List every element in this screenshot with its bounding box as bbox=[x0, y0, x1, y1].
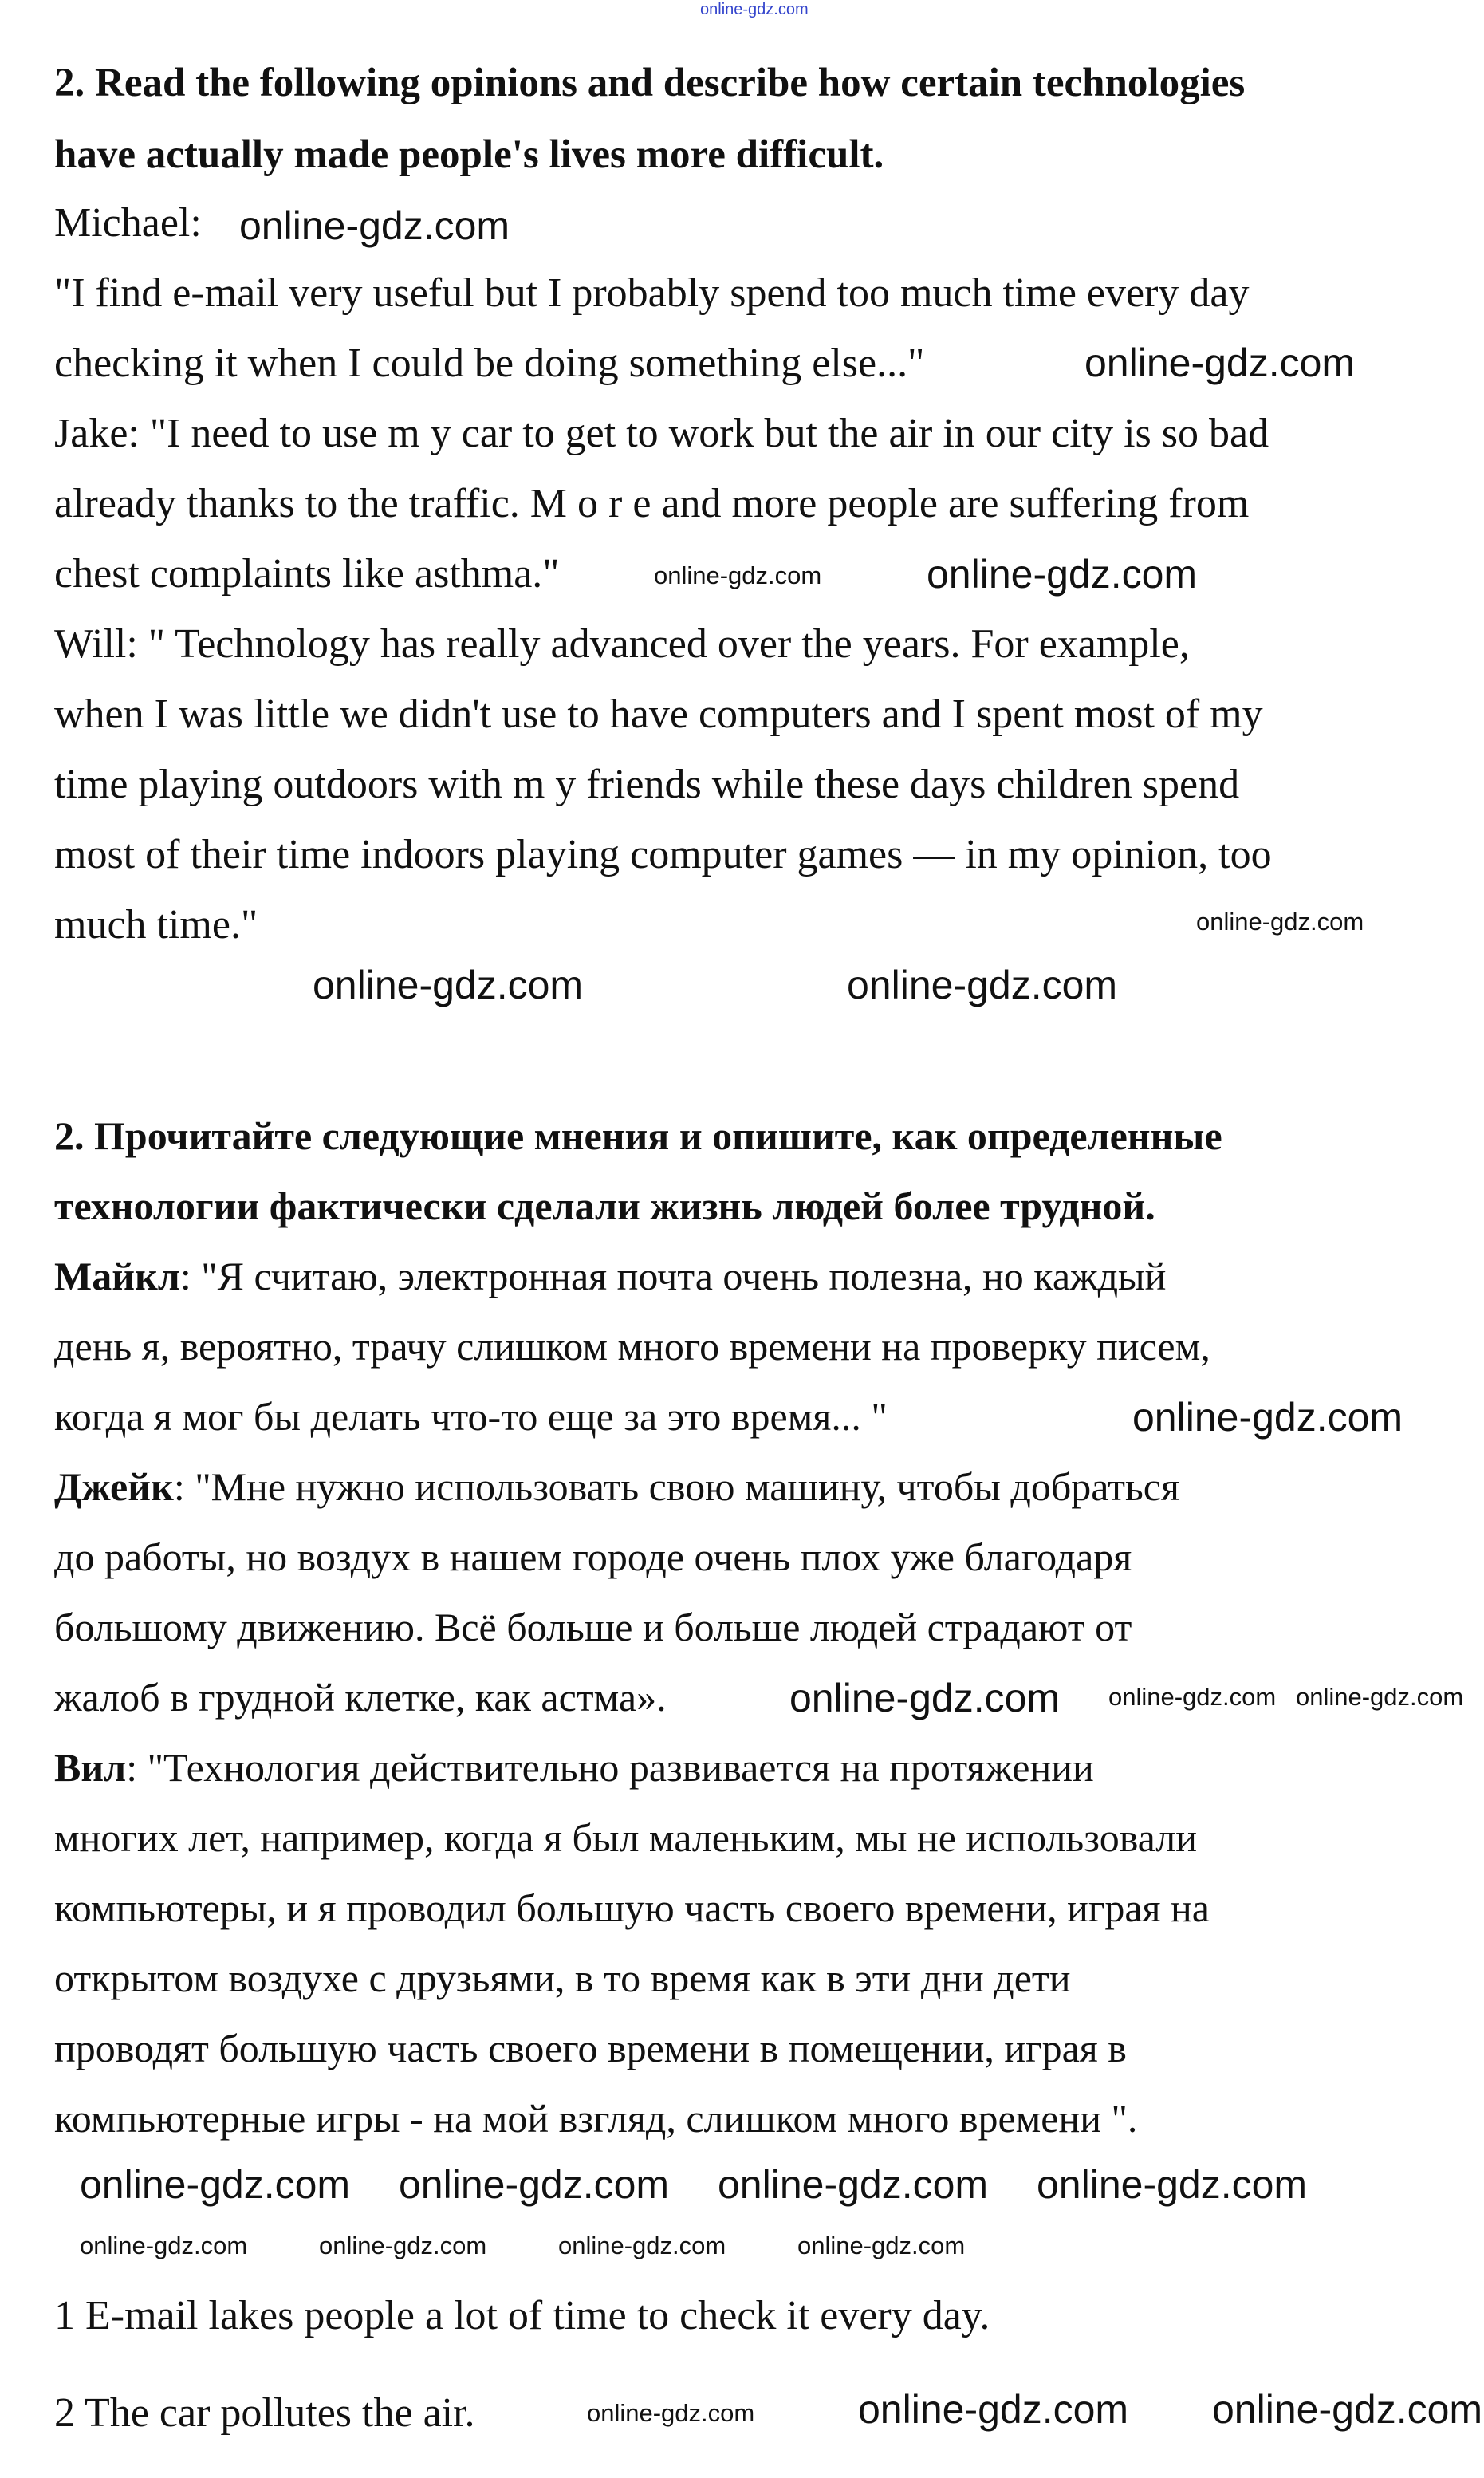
heading-ru-line: технологии фактически сделали жизнь людей более трудной. bbox=[54, 1184, 1155, 1228]
heading-ru-line: 2. Прочитайте следующие мнения и опишите, как определенные bbox=[54, 1113, 1222, 1158]
answer-line: 1 E-mail lakes people a lot of time to check it every day. bbox=[54, 2293, 990, 2338]
speaker-label: Майкл bbox=[54, 1254, 180, 1298]
speaker-label: Вил bbox=[54, 1745, 127, 1790]
text-line: Michael: bbox=[54, 200, 202, 246]
watermark: online-gdz.com bbox=[1037, 2162, 1308, 2207]
text-line: Jake: "I need to use m y car to get to work but the air in our city is so bad bbox=[54, 411, 1269, 456]
watermark: online-gdz.com bbox=[797, 2232, 966, 2259]
watermark: online-gdz.com bbox=[80, 2232, 248, 2259]
text-line: многих лет, например, когда я был маленьким, мы не использовали bbox=[54, 1815, 1197, 1860]
watermark: online-gdz.com bbox=[858, 2387, 1129, 2432]
text-line: "I find e-mail very useful but I probably spend too much time every day bbox=[54, 270, 1250, 316]
text-line: much time." bbox=[54, 902, 258, 947]
text-line bbox=[54, 1732, 1094, 1802]
watermark: online-gdz.com bbox=[1108, 1683, 1277, 1711]
watermark: online-gdz.com bbox=[313, 963, 584, 1007]
text-line: большому движению. Всё больше и больше людей страдают от bbox=[54, 1605, 1132, 1649]
text-line: компьютерные игры - на мой взгляд, слишком много времени ". bbox=[54, 2096, 1138, 2141]
text-line bbox=[54, 1241, 1166, 1311]
text-line: Will: " Technology has really advanced over the years. For example, bbox=[54, 621, 1190, 667]
text-line: до работы, но воздух в нашем городе очень плох уже благодаря bbox=[54, 1534, 1132, 1579]
watermark: online-gdz.com bbox=[587, 2399, 755, 2427]
text-line: когда я мог бы делать что-то еще за это время... " bbox=[54, 1394, 888, 1439]
watermark: online-gdz.com bbox=[399, 2162, 670, 2207]
watermark: online-gdz.com bbox=[1196, 908, 1364, 936]
watermark: online-gdz.com bbox=[80, 2162, 351, 2207]
top-watermark: online-gdz.com bbox=[700, 1, 809, 18]
watermark: online-gdz.com bbox=[1084, 341, 1356, 385]
watermark: online-gdz.com bbox=[654, 561, 822, 589]
text-line: chest complaints like asthma." bbox=[54, 551, 560, 597]
text-line: most of their time indoors playing computer games — in my opinion, too bbox=[54, 832, 1272, 877]
text-line: checking it when I could be doing something else..." bbox=[54, 341, 925, 386]
answer-line: 2 The car pollutes the air. bbox=[54, 2390, 475, 2436]
speaker-text: : "Мне нужно использовать свою машину, чтобы добраться bbox=[173, 1464, 1179, 1509]
text-line: проводят большую часть своего времени в помещении, играя в bbox=[54, 2026, 1127, 2070]
watermark: online-gdz.com bbox=[1296, 1683, 1464, 1711]
watermark: online-gdz.com bbox=[558, 2232, 726, 2259]
watermark: online-gdz.com bbox=[239, 203, 510, 248]
speaker-text: : "Я считаю, электронная почта очень полезна, но каждый bbox=[179, 1254, 1167, 1298]
watermark: online-gdz.com bbox=[847, 963, 1118, 1007]
heading-en-line: 2. Read the following opinions and describe how certain technologies bbox=[54, 61, 1246, 105]
text-line: компьютеры, и я проводил большую часть своего времени, играя на bbox=[54, 1885, 1210, 1930]
text-line: when I was little we didn't use to have computers and I spent most of my bbox=[54, 691, 1263, 737]
watermark: online-gdz.com bbox=[319, 2232, 487, 2259]
text-line bbox=[54, 1452, 1179, 1522]
heading-en-line: have actually made people's lives more difficult. bbox=[54, 132, 884, 177]
text-line: time playing outdoors with m y friends while these days children spend bbox=[54, 762, 1240, 807]
watermark: online-gdz.com bbox=[718, 2162, 989, 2207]
watermark: online-gdz.com bbox=[1212, 2387, 1483, 2432]
speaker-label: Джейк bbox=[54, 1464, 174, 1509]
watermark: online-gdz.com bbox=[1132, 1395, 1403, 1440]
speaker-text: : "Технология действительно развивается на протяжении bbox=[126, 1745, 1094, 1790]
text-line: открытом воздухе с друзьями, в то время как в эти дни дети bbox=[54, 1956, 1071, 2000]
watermark: online-gdz.com bbox=[789, 1676, 1061, 1720]
text-line: already thanks to the traffic. M o r e and more people are suffering from bbox=[54, 481, 1250, 526]
text-line: жалоб в грудной клетке, как астма». bbox=[54, 1675, 667, 1720]
watermark: online-gdz.com bbox=[927, 552, 1198, 597]
text-line: день я, вероятно, трачу слишком много времени на проверку писем, bbox=[54, 1324, 1210, 1369]
